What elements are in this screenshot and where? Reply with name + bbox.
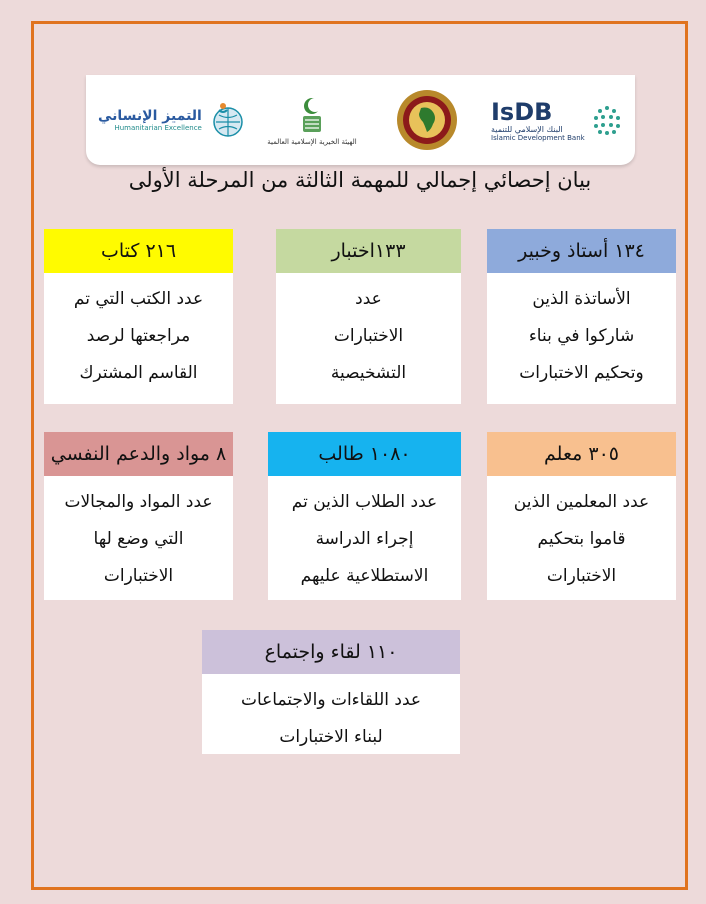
logo-strip bbox=[86, 75, 635, 165]
card-description bbox=[268, 476, 461, 595]
card-line: مراجعتها لرصد bbox=[86, 326, 191, 346]
stat-card-tests bbox=[276, 229, 461, 404]
charity-organization-logo bbox=[262, 75, 362, 165]
card-line: عدد bbox=[355, 289, 382, 309]
globe-icon bbox=[208, 100, 248, 140]
card-header: ١٠٨٠ طالب bbox=[268, 432, 461, 476]
isdb-arabic: البنك الإسلامي للتنمية bbox=[491, 124, 563, 134]
card-line: وتحكيم الاختبارات bbox=[519, 363, 644, 383]
crescent-emblem-icon bbox=[293, 94, 331, 138]
card-line: الاستطلاعية عليهم bbox=[300, 566, 429, 586]
card-line: عدد المعلمين الذين bbox=[513, 492, 650, 512]
isdb-english: Islamic Development Bank bbox=[491, 133, 585, 142]
stat-card-subjects bbox=[44, 432, 233, 600]
card-header: ٢١٦ كتاب bbox=[44, 229, 233, 273]
card-description bbox=[202, 674, 460, 756]
card-line: عدد المواد والمجالات bbox=[64, 492, 213, 512]
card-line: الاختبارات bbox=[333, 326, 404, 346]
stat-card-students bbox=[268, 432, 461, 600]
stat-card-teachers bbox=[487, 432, 676, 600]
card-description bbox=[44, 273, 233, 392]
card-line: التي وضع لها bbox=[93, 529, 184, 549]
card-line: الاختبارات bbox=[103, 566, 174, 586]
card-line: إجراء الدراسة bbox=[315, 529, 414, 549]
card-line: عدد الكتب التي تم bbox=[73, 289, 204, 309]
card-line: قاموا بتحكيم bbox=[537, 529, 626, 549]
card-description bbox=[487, 476, 676, 595]
card-header: ٣٠٥ معلم bbox=[487, 432, 676, 476]
card-line: شاركوا في بناء bbox=[528, 326, 635, 346]
card-line: عدد الطلاب الذين تم bbox=[291, 492, 438, 512]
africa-seal-icon bbox=[395, 88, 459, 152]
excellence-english: Humanitarian Excellence bbox=[114, 124, 202, 132]
charity-arabic: الهيئة الخيرية الإسلامية العالمية bbox=[267, 138, 357, 146]
stat-card-experts bbox=[487, 229, 676, 404]
card-header: ١٣٣اختبار bbox=[276, 229, 461, 273]
humanitarian-excellence-logo bbox=[98, 75, 258, 165]
card-line: الأساتذة الذين bbox=[532, 289, 631, 309]
dotted-globe-icon bbox=[587, 100, 627, 140]
card-header: ١١٠ لقاء واجتماع bbox=[202, 630, 460, 674]
card-line: لبناء الاختبارات bbox=[279, 727, 383, 747]
card-line: الاختبارات bbox=[546, 566, 617, 586]
stat-card-meetings bbox=[202, 630, 460, 754]
page-title: بيان إحصائي إجمالي للمهمة الثالثة من المرحلة الأولى bbox=[128, 168, 592, 192]
card-header: ١٣٤ أستاذ وخبير bbox=[487, 229, 676, 273]
isdb-short: IsDB bbox=[491, 97, 553, 126]
card-line: القاسم المشترك bbox=[79, 363, 198, 383]
seal-emblem-logo bbox=[392, 75, 462, 165]
isdb-logo bbox=[491, 75, 631, 165]
card-header: ٨ مواد والدعم النفسي bbox=[44, 432, 233, 476]
stat-card-books bbox=[44, 229, 233, 404]
card-description bbox=[487, 273, 676, 392]
card-description bbox=[276, 273, 461, 392]
card-description bbox=[44, 476, 233, 595]
card-line: عدد اللقاءات والاجتماعات bbox=[240, 690, 422, 710]
card-line: التشخيصية bbox=[330, 363, 407, 383]
excellence-arabic: التميز الإنساني bbox=[98, 108, 202, 124]
